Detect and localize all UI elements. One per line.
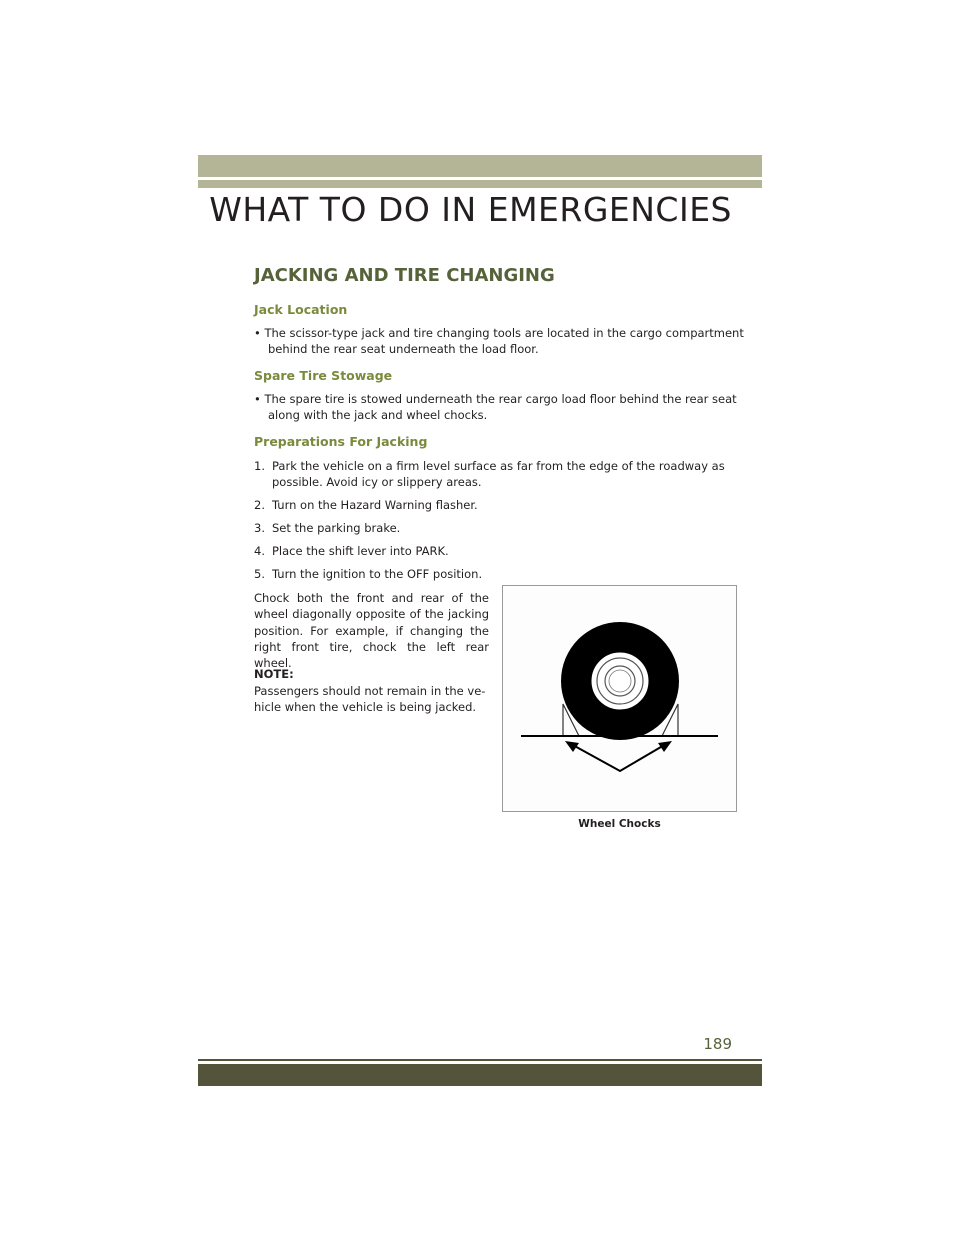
section-title: WHAT TO DO IN EMERGENCIES — [209, 190, 732, 229]
step-number: 1. — [254, 459, 265, 473]
spare-tire-text-line2: along with the jack and wheel chocks. — [268, 408, 488, 422]
footer-rule — [198, 1059, 762, 1061]
preparations-heading: Preparations For Jacking — [254, 434, 428, 449]
jack-location-bullet — [254, 325, 744, 357]
step-text: Park the vehicle on a firm level surface as far from the edge of the roadway as — [272, 459, 725, 473]
step-number: 2. — [254, 498, 265, 512]
note-text: Passengers should not remain in the ve-hicle when the vehicle is being jacked. — [254, 684, 486, 715]
step-text: Set the parking brake. — [272, 521, 401, 535]
spare-tire-heading: Spare Tire Stowage — [254, 368, 393, 383]
page-title: JACKING AND TIRE CHANGING — [254, 265, 555, 286]
step-text: Turn the ignition to the OFF position. — [272, 567, 483, 581]
chock-paragraph: Chock both the front and rear of the wheel diagonally opposite of the jacking position. For example, if changing the right front tire, chock the left rear wheel. — [254, 591, 489, 671]
step-item — [254, 520, 736, 536]
spare-tire-text-line1: • The spare tire is stowed underneath the rear cargo load floor behind the rear seat — [254, 392, 737, 406]
wheel-chocks-figure — [502, 585, 737, 812]
jack-location-text-line2: behind the rear seat underneath the load floor. — [268, 342, 539, 356]
step-item — [254, 566, 736, 582]
header-band — [198, 155, 762, 177]
footer-band — [198, 1064, 762, 1086]
step-text-line2: possible. Avoid icy or slippery areas. — [272, 475, 482, 489]
step-text: Place the shift lever into PARK. — [272, 544, 449, 558]
step-item — [254, 497, 736, 513]
step-item — [254, 543, 736, 559]
step-number: 3. — [254, 521, 265, 535]
rim-icon — [591, 652, 649, 710]
header-band-thin — [198, 180, 762, 188]
step-text: Turn on the Hazard Warning flasher. — [272, 498, 478, 512]
jack-location-text-line1: • The scissor-type jack and tire changing tools are located in the cargo compartment — [254, 326, 744, 340]
page-number: 189 — [703, 1035, 732, 1053]
wheel-chocks-illustration-icon — [503, 586, 736, 811]
figure-caption: Wheel Chocks — [578, 818, 661, 830]
note-label: NOTE: — [254, 667, 294, 681]
step-item — [254, 458, 736, 490]
step-number: 5. — [254, 567, 265, 581]
step-number: 4. — [254, 544, 265, 558]
jack-location-heading: Jack Location — [254, 302, 348, 317]
chock-arrows-icon — [571, 744, 666, 771]
spare-tire-bullet — [254, 391, 736, 423]
